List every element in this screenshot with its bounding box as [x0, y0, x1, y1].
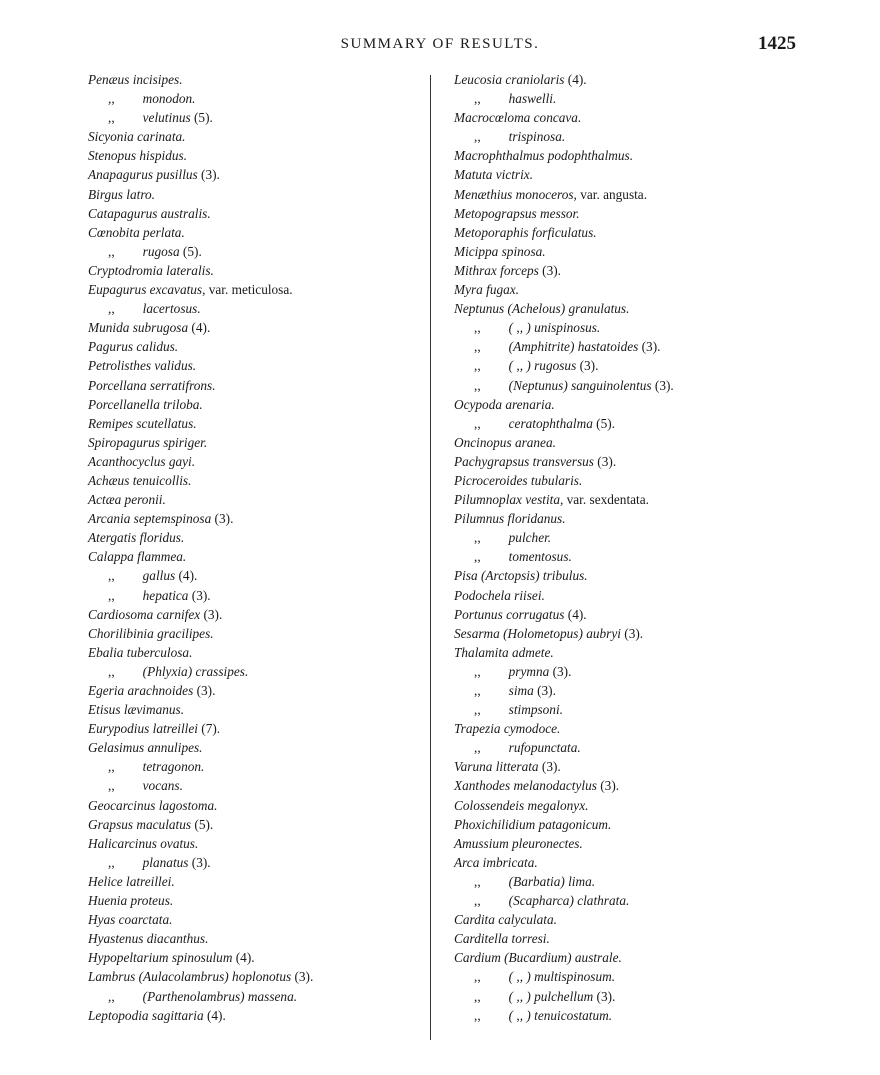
species-name: Xanthodes melanodactylus — [454, 778, 597, 794]
species-entry — [88, 1006, 418, 1025]
ditto-mark: ,, — [108, 663, 115, 679]
species-note: (3). — [188, 587, 211, 603]
species-entry — [454, 853, 794, 872]
ditto-mark: ,, — [474, 377, 481, 393]
species-name: Anapagurus pusillus — [88, 167, 198, 183]
species-name: Ebalia tuberculosa. — [88, 644, 193, 660]
species-entry — [454, 815, 794, 834]
species-entry — [88, 776, 418, 795]
species-entry — [454, 738, 794, 757]
species-name: tetragonon. — [142, 759, 205, 775]
species-entry — [88, 89, 418, 108]
species-name: stimpsoni. — [508, 702, 563, 718]
species-entry — [454, 757, 794, 776]
species-note: var. angusta. — [576, 186, 648, 202]
species-entry — [454, 452, 794, 471]
species-entry — [454, 910, 794, 929]
species-entry — [88, 242, 418, 261]
species-entry — [88, 528, 418, 547]
species-note: var. meticulosa. — [205, 282, 293, 298]
species-name: ( ,, ) rugosus — [508, 358, 577, 374]
species-entry — [454, 719, 794, 738]
species-note: (3). — [538, 262, 561, 278]
species-note: (5). — [179, 243, 202, 259]
species-entry — [454, 165, 794, 184]
species-note: (3). — [188, 854, 211, 870]
species-entry — [454, 891, 794, 910]
species-entry — [454, 700, 794, 719]
species-entry — [454, 509, 794, 528]
species-name: Calappa flammea. — [88, 549, 187, 565]
ditto-mark: ,, — [108, 243, 115, 259]
ditto-mark: ,, — [108, 759, 115, 775]
species-entry — [88, 165, 418, 184]
ditto-mark: ,, — [108, 301, 115, 317]
species-entry — [88, 815, 418, 834]
ditto-mark: ,, — [474, 415, 481, 431]
species-entry — [88, 204, 418, 223]
species-entry — [454, 547, 794, 566]
species-name: (Barbatia) lima. — [508, 873, 596, 889]
species-note: (5). — [191, 816, 214, 832]
species-name: rufopunctata. — [508, 740, 581, 756]
species-entry — [454, 89, 794, 108]
species-name: Spiropagurus spiriger. — [88, 434, 208, 450]
species-name: sima — [508, 683, 534, 698]
species-name: Carditella torresi. — [454, 931, 550, 947]
species-entry — [454, 566, 794, 585]
species-entry — [454, 490, 794, 509]
species-name: Sesarma (Holometopus) aubryi — [454, 625, 621, 641]
species-note: (4). — [232, 950, 255, 966]
species-name: planatus — [142, 854, 189, 870]
species-entry — [454, 185, 794, 204]
species-entry — [88, 948, 418, 967]
species-name: Acanthocyclus gayi. — [88, 453, 196, 469]
species-name: Varuna litterata — [454, 759, 539, 775]
species-entry — [88, 471, 418, 490]
species-entry — [88, 509, 418, 528]
species-entry — [88, 185, 418, 204]
ditto-mark: ,, — [108, 91, 115, 107]
ditto-mark: ,, — [474, 893, 481, 909]
species-name: Gelasimus annulipes. — [88, 740, 203, 756]
species-entry — [88, 853, 418, 872]
species-entry — [454, 528, 794, 547]
species-entry — [88, 891, 418, 910]
species-name: (Phlyxia) crassipes. — [142, 663, 249, 679]
species-name: Colossendeis megalonyx. — [454, 797, 589, 813]
species-note: (4). — [203, 1007, 226, 1023]
species-entry — [88, 395, 418, 414]
species-name: Remipes scutellatus. — [88, 415, 197, 431]
running-title: SUMMARY OF RESULTS. — [340, 36, 540, 52]
species-name: Egeria arachnoides — [88, 683, 194, 698]
species-entry — [88, 757, 418, 776]
ditto-mark: ,, — [108, 988, 115, 1004]
species-name: Atergatis floridus. — [88, 530, 185, 546]
species-name: Metoporaphis forficulatus. — [454, 224, 597, 240]
species-note: (3). — [533, 683, 556, 698]
ditto-mark: ,, — [474, 91, 481, 107]
species-entry — [454, 605, 794, 624]
species-name: ( ,, ) unispinosus. — [508, 320, 601, 336]
species-name: (Neptunus) sanguinolentus — [508, 377, 652, 393]
species-name: Cœnobita perlata. — [88, 224, 185, 240]
species-name: Cardium (Bucardium) australe. — [454, 950, 622, 966]
species-entry — [454, 967, 794, 986]
species-name: Arca imbricata. — [454, 854, 538, 870]
species-note: (3). — [651, 377, 674, 393]
species-entry — [88, 605, 418, 624]
species-entry — [454, 127, 794, 146]
species-entry — [88, 376, 418, 395]
species-entry — [454, 223, 794, 242]
species-name: Porcellana serratifrons. — [88, 377, 216, 393]
species-entry — [454, 280, 794, 299]
ditto-mark: ,, — [108, 854, 115, 870]
species-name: Thalamita admete. — [454, 644, 554, 660]
species-entry — [454, 414, 794, 433]
species-entry — [88, 547, 418, 566]
ditto-mark: ,, — [108, 568, 115, 584]
species-name: pulcher. — [508, 530, 552, 546]
species-entry — [88, 414, 418, 433]
species-name: Eurypodius latreillei — [88, 721, 198, 737]
species-entry — [88, 662, 418, 681]
species-note: (3). — [596, 778, 620, 794]
species-entry — [88, 967, 418, 986]
species-entry — [454, 796, 794, 815]
species-note: (4). — [564, 72, 587, 87]
ditto-mark: ,, — [474, 320, 481, 336]
species-name: Eupagurus excavatus, — [88, 282, 206, 298]
species-entry — [88, 910, 418, 929]
species-entry — [454, 624, 794, 643]
species-name: ( ,, ) tenuicostatum. — [508, 1007, 613, 1023]
species-name: vocans. — [142, 778, 183, 794]
species-name: Leucosia craniolaris — [454, 72, 565, 87]
species-entry — [88, 280, 418, 299]
species-entry — [88, 796, 418, 815]
species-entry — [88, 452, 418, 471]
species-entry — [88, 987, 418, 1006]
species-name: Actæa peronii. — [88, 492, 166, 508]
species-entry — [454, 987, 794, 1006]
species-name: Mithrax forceps — [454, 262, 539, 278]
species-name: Amussium pleuronectes. — [454, 835, 583, 851]
species-name: Hypopeltarium spinosulum — [88, 950, 233, 966]
ditto-mark: ,, — [474, 683, 481, 698]
species-name: lacertosus. — [142, 301, 201, 317]
ditto-mark: ,, — [474, 969, 481, 985]
species-entry — [88, 700, 418, 719]
species-name: Porcellanella triloba. — [88, 396, 203, 412]
species-entry — [88, 719, 418, 738]
species-name: haswelli. — [508, 91, 557, 107]
species-entry — [454, 1006, 794, 1025]
species-entry — [454, 471, 794, 490]
species-name: Huenia proteus. — [88, 893, 174, 909]
species-name: Chorilibinia gracilipes. — [88, 625, 214, 641]
species-entry — [454, 643, 794, 662]
ditto-mark: ,, — [108, 587, 115, 603]
species-name: Ocypoda arenaria. — [454, 396, 555, 412]
right-species-column — [454, 70, 794, 1025]
species-name: Catapagurus australis. — [88, 205, 211, 221]
species-note: (4). — [175, 568, 198, 584]
species-name: velutinus — [142, 110, 191, 126]
species-entry — [454, 872, 794, 891]
species-name: tomentosus. — [508, 549, 572, 565]
species-note: (3). — [197, 167, 220, 183]
species-entry — [88, 433, 418, 452]
species-name: Achæus tenuicollis. — [88, 472, 192, 488]
species-note: (3). — [620, 625, 644, 641]
species-name: Cardiosoma carnifex — [88, 606, 201, 622]
species-entry — [454, 356, 794, 375]
species-entry — [88, 337, 418, 356]
species-name: Pilumnoplax vestita, — [454, 492, 564, 508]
species-name: Hyas coarctata. — [88, 912, 173, 928]
species-entry — [88, 834, 418, 853]
species-entry — [88, 929, 418, 948]
species-name: (Parthenolambrus) massena. — [142, 988, 298, 1004]
species-name: Munida subrugosa — [88, 320, 189, 336]
species-entry — [454, 146, 794, 165]
species-note: (4). — [188, 320, 211, 336]
species-entry — [454, 261, 794, 280]
ditto-mark: ,, — [474, 339, 481, 355]
species-entry — [88, 643, 418, 662]
species-name: Portunus corrugatus — [454, 606, 565, 622]
species-note: (3). — [538, 759, 561, 775]
species-note: (3). — [638, 339, 661, 355]
ditto-mark: ,, — [474, 1007, 481, 1023]
species-name: Matuta victrix. — [454, 167, 534, 183]
species-entry — [88, 681, 418, 700]
species-entry — [88, 70, 418, 89]
species-name: ceratophthalma — [508, 415, 593, 431]
species-entry — [454, 433, 794, 452]
species-name: Penæus incisipes. — [88, 72, 183, 87]
species-name: Pisa (Arctopsis) tribulus. — [454, 568, 588, 584]
species-name: Helice latreillei. — [88, 873, 175, 889]
species-name: Pachygrapsus transversus — [454, 453, 594, 469]
species-entry — [88, 624, 418, 643]
species-note: (5). — [592, 415, 616, 431]
species-entry — [88, 872, 418, 891]
species-note: var. sexdentata. — [563, 492, 649, 508]
species-entry — [454, 395, 794, 414]
species-entry — [88, 566, 418, 585]
species-note: (3). — [593, 988, 616, 1004]
species-note: (3). — [193, 683, 216, 698]
species-entry — [88, 318, 418, 337]
species-name: Menæthius monoceros, — [454, 186, 577, 202]
ditto-mark: ,, — [474, 530, 481, 546]
ditto-mark: ,, — [474, 873, 481, 889]
species-name: Arcania septemspinosa — [88, 511, 212, 527]
species-name: rugosa — [142, 243, 180, 259]
page-number: 1425 — [758, 33, 796, 54]
species-name: Neptunus (Achelous) granulatus. — [454, 301, 630, 317]
column-divider — [430, 75, 431, 1040]
species-entry — [454, 929, 794, 948]
species-entry — [88, 299, 418, 318]
species-entry — [88, 223, 418, 242]
species-entry — [454, 776, 794, 795]
species-name: prymna — [508, 663, 550, 679]
species-name: gallus — [142, 568, 176, 584]
species-note: (5). — [190, 110, 213, 126]
species-name: Macrophthalmus podophthalmus. — [454, 148, 634, 164]
species-name: monodon. — [142, 91, 196, 107]
species-name: Grapsus maculatus — [88, 816, 192, 832]
ditto-mark: ,, — [108, 110, 115, 126]
species-entry — [88, 490, 418, 509]
ditto-mark: ,, — [108, 778, 115, 794]
species-entry — [454, 662, 794, 681]
species-name: Hyastenus diacanthus. — [88, 931, 209, 947]
species-note: (3). — [549, 663, 572, 679]
species-entry — [88, 356, 418, 375]
species-name: Pilumnus floridanus. — [454, 511, 566, 527]
species-entry — [454, 70, 794, 89]
species-entry — [88, 108, 418, 127]
species-name: (Scapharca) clathrata. — [508, 893, 630, 909]
species-name: Micippa spinosa. — [454, 243, 546, 259]
species-name: hepatica — [142, 587, 189, 603]
species-name: Pagurus calidus. — [88, 339, 179, 355]
species-name: Geocarcinus lagostoma. — [88, 797, 218, 813]
species-entry — [454, 318, 794, 337]
species-entry — [454, 376, 794, 395]
species-name: Oncinopus aranea. — [454, 434, 556, 450]
species-name: Etisus lævimanus. — [88, 702, 185, 718]
ditto-mark: ,, — [474, 358, 481, 374]
species-entry — [454, 242, 794, 261]
ditto-mark: ,, — [474, 129, 481, 145]
ditto-mark: ,, — [474, 702, 481, 718]
species-name: Halicarcinus ovatus. — [88, 835, 199, 851]
species-note: (3). — [593, 453, 617, 469]
species-name: Macrocœloma concava. — [454, 110, 582, 126]
species-entry — [454, 834, 794, 853]
left-species-column — [88, 70, 418, 1025]
species-entry — [88, 738, 418, 757]
species-name: trispinosa. — [508, 129, 566, 145]
species-name: Sicyonia carinata. — [88, 129, 186, 145]
species-name: Trapezia cymodoce. — [454, 721, 561, 737]
species-note: (3). — [211, 511, 234, 527]
ditto-mark: ,, — [474, 740, 481, 756]
species-entry — [88, 146, 418, 165]
species-name: Petrolisthes validus. — [88, 358, 197, 374]
species-entry — [454, 337, 794, 356]
species-note: (4). — [564, 606, 587, 622]
species-entry — [88, 261, 418, 280]
species-entry — [454, 681, 794, 700]
species-name: Cryptodromia lateralis. — [88, 262, 214, 278]
species-name: Birgus latro. — [88, 186, 155, 202]
species-name: Podochela riisei. — [454, 587, 545, 603]
species-name: Phoxichilidium patagonicum. — [454, 816, 612, 832]
species-name: Leptopodia sagittaria — [88, 1007, 204, 1023]
ditto-mark: ,, — [474, 549, 481, 565]
species-entry — [454, 586, 794, 605]
species-name: Picroceroides tubularis. — [454, 472, 583, 488]
species-name: (Amphitrite) hastatoides — [508, 339, 639, 355]
ditto-mark: ,, — [474, 663, 481, 679]
species-note: (7). — [197, 721, 221, 737]
species-entry — [88, 127, 418, 146]
species-entry — [454, 948, 794, 967]
ditto-mark: ,, — [474, 988, 481, 1004]
species-note: (3). — [200, 606, 223, 622]
species-name: Stenopus hispidus. — [88, 148, 187, 164]
species-entry — [454, 204, 794, 223]
species-name: Myra fugax. — [454, 282, 519, 298]
species-name: ( ,, ) multispinosum. — [508, 969, 616, 985]
species-note: (3). — [576, 358, 599, 374]
species-name: Lambrus (Aulacolambrus) hoplonotus — [88, 969, 292, 985]
species-note: (3). — [291, 969, 314, 985]
species-name: Metopograpsus messor. — [454, 205, 580, 221]
species-entry — [454, 299, 794, 318]
species-entry — [454, 108, 794, 127]
species-entry — [88, 586, 418, 605]
species-name: ( ,, ) pulchellum — [508, 988, 594, 1004]
species-name: Cardita calyculata. — [454, 912, 557, 928]
